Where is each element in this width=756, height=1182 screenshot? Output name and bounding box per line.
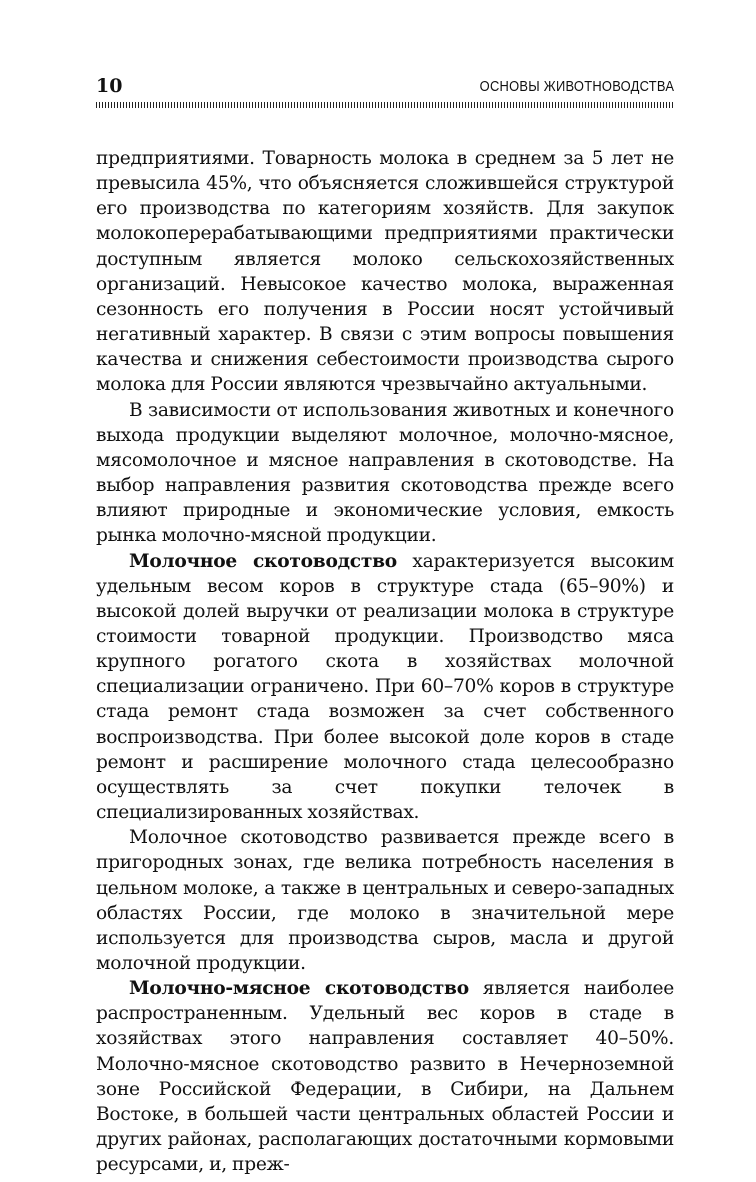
header-rule	[96, 102, 674, 108]
paragraph-lead-term: Молочно-мясное скотоводство	[129, 978, 469, 1000]
book-page	[96, 74, 674, 1177]
paragraph	[96, 825, 674, 976]
paragraph-text: является наиболее распространенным. Удельный вес коров в стаде в хозяйствах этого направления составляет 40–50%. Молочно-мясное скотоводство развито в Нечерноземной зоне Российской Федерации, в Сибири, на Дальнем Востоке, в большей части центральных областей России и других районах, располагающих достаточными кормовыми ресурсами, и, преж-	[96, 978, 675, 1176]
paragraph-lead-term: Молочное скотоводство	[129, 550, 397, 572]
paragraph-text: В зависимости от использования животных и конечного выхода продукции выделяют молочное, молочно-мясное, мясомолочное и мясное направления в скотоводстве. На выбор направления развития скотоводства прежде всего влияют природные и экономические условия, емкость рынка молочно-мясной продукции.	[96, 399, 674, 547]
paragraph	[96, 549, 674, 826]
page-header	[96, 74, 674, 96]
paragraph-text: Молочное скотоводство развивается прежде всего в пригородных зонах, где велика потребность населения в цельном молоке, а также в центральных и северо-западных областях России, где молоко в значительной мере используется для производства сыров, масла и другой молочной продукции.	[96, 827, 674, 974]
paragraph-text: предприятиями. Товарность молока в среднем за 5 лет не превысила 45%, что объясняется сложившейся структурой его производства по категориям хозяйств. Для закупок молокоперерабатывающими предприятиями практически доступным является молоко сельскохозяйственных организаций. Невысокое качество молока, выраженная сезонность его получения в России носят устойчивый негативный характер. В связи с этим вопросы повышения качества и снижения себестоимости производства сырого молока для России являются чрезвычайно актуальными.	[96, 148, 674, 396]
body-text	[96, 146, 674, 1177]
paragraph-text: характеризуется высоким удельным весом коров в структуре стада (65–90%) и высокой долей выручки от реализации молока в структуре стоимости товарной продукции. Производство мяса крупного рогатого скота в хозяйствах молочной специализации ограничено. При 60–70% коров в структуре стада ремонт стада возможен за счет собственного воспроизводства. При более высокой доле коров в стаде ремонт и расширение молочного стада целесообразно осуществлять за счет покупки телочек в специализированных хозяйствах.	[96, 550, 674, 824]
page-number: 10	[96, 75, 123, 97]
paragraph	[96, 398, 674, 549]
paragraph	[96, 146, 674, 398]
paragraph	[96, 976, 674, 1177]
running-title: ОСНОВЫ ЖИВОТНОВОДСТВА	[479, 78, 674, 95]
